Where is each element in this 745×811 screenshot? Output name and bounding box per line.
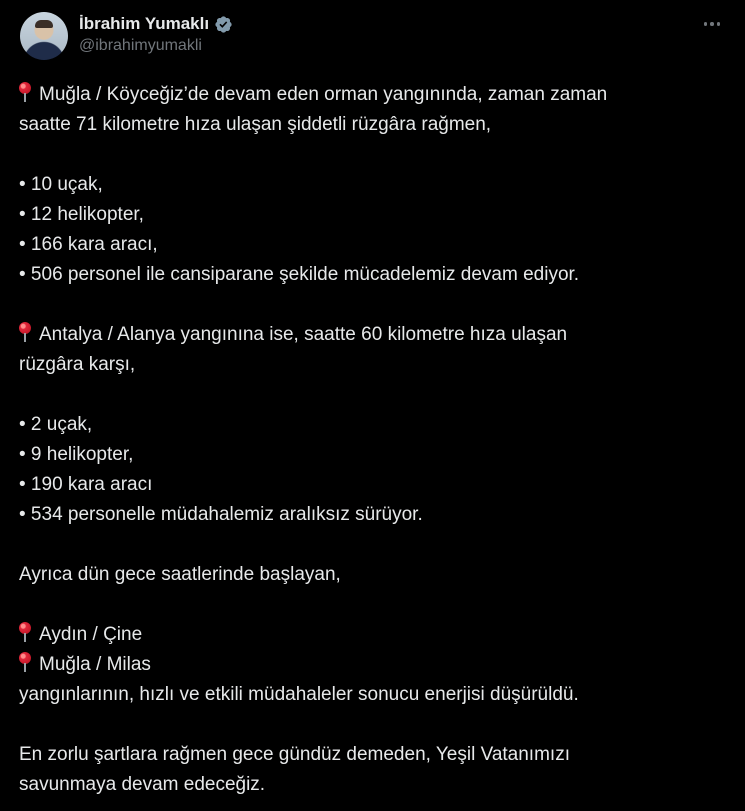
tweet-line-text: • 9 helikopter, xyxy=(19,444,134,465)
author-display-name[interactable]: İbrahim Yumaklı xyxy=(79,14,210,33)
tweet-line xyxy=(19,260,723,290)
blank-line xyxy=(19,710,723,740)
tweet-line-text: savunmaya devam edeceğiz. xyxy=(19,774,266,795)
pushpin-icon xyxy=(19,321,31,343)
tweet-line-text: • 190 kara aracı xyxy=(19,474,153,495)
tweet-line xyxy=(19,350,723,380)
name-row xyxy=(79,13,233,35)
author-names xyxy=(79,13,233,55)
tweet-line-text: Ayrıca dün gece saatlerinde başlayan, xyxy=(19,564,341,585)
tweet-line xyxy=(19,170,723,200)
tweet-line xyxy=(19,500,723,530)
tweet-line xyxy=(19,740,723,770)
tweet-line-text: Aydın / Çine xyxy=(39,624,143,645)
blank-line xyxy=(19,140,723,170)
tweet-text xyxy=(19,80,723,800)
blank-line xyxy=(19,530,723,560)
pushpin-icon xyxy=(19,621,31,643)
pushpin-icon xyxy=(19,81,31,103)
tweet-line-text: Muğla / Milas xyxy=(39,654,151,675)
blank-line xyxy=(19,380,723,410)
tweet-line xyxy=(19,410,723,440)
tweet-line xyxy=(19,80,723,110)
tweet-line xyxy=(19,560,723,590)
tweet-line-text: • 12 helikopter, xyxy=(19,204,144,225)
tweet-line xyxy=(19,110,723,140)
tweet-line-text: • 10 uçak, xyxy=(19,174,103,195)
pushpin-icon xyxy=(19,651,31,673)
more-options-icon[interactable] xyxy=(697,12,727,36)
tweet-line-text: • 166 kara aracı, xyxy=(19,234,158,255)
tweet-line-text: • 506 personel ile cansiparane şekilde mücadelemiz devam ediyor. xyxy=(19,264,580,285)
tweet-line xyxy=(19,680,723,710)
tweet-line xyxy=(19,470,723,500)
tweet-line xyxy=(19,620,723,650)
tweet-line xyxy=(19,320,723,350)
tweet-line-text: Antalya / Alanya yangınına ise, saatte 60 kilometre hıza ulaşan xyxy=(39,324,568,345)
tweet-line-text: • 2 uçak, xyxy=(19,414,93,435)
blank-line xyxy=(19,290,723,320)
tweet-line-text: • 534 personelle müdahalemiz aralıksız sürüyor. xyxy=(19,504,423,525)
tweet-line-text: yangınlarının, hızlı ve etkili müdahaleler sonucu enerjisi düşürüldü. xyxy=(19,684,579,705)
avatar[interactable] xyxy=(20,12,68,60)
tweet-header xyxy=(20,12,727,62)
tweet-line-text: saatte 71 kilometre hıza ulaşan şiddetli rüzgâra rağmen, xyxy=(19,114,492,135)
tweet-line-text: En zorlu şartlara rağmen gece gündüz demeden, Yeşil Vatanımızı xyxy=(19,744,570,765)
verified-badge-icon[interactable] xyxy=(214,15,233,34)
tweet-line xyxy=(19,770,723,800)
tweet-line xyxy=(19,200,723,230)
tweet-line-text: rüzgâra karşı, xyxy=(19,354,136,375)
tweet-line-text: Muğla / Köyceğiz’de devam eden orman yangınında, zaman zaman xyxy=(39,84,608,105)
author-handle[interactable]: @ibrahimyumakli xyxy=(79,37,202,54)
tweet-line xyxy=(19,440,723,470)
tweet-line xyxy=(19,230,723,260)
tweet-line xyxy=(19,650,723,680)
blank-line xyxy=(19,590,723,620)
